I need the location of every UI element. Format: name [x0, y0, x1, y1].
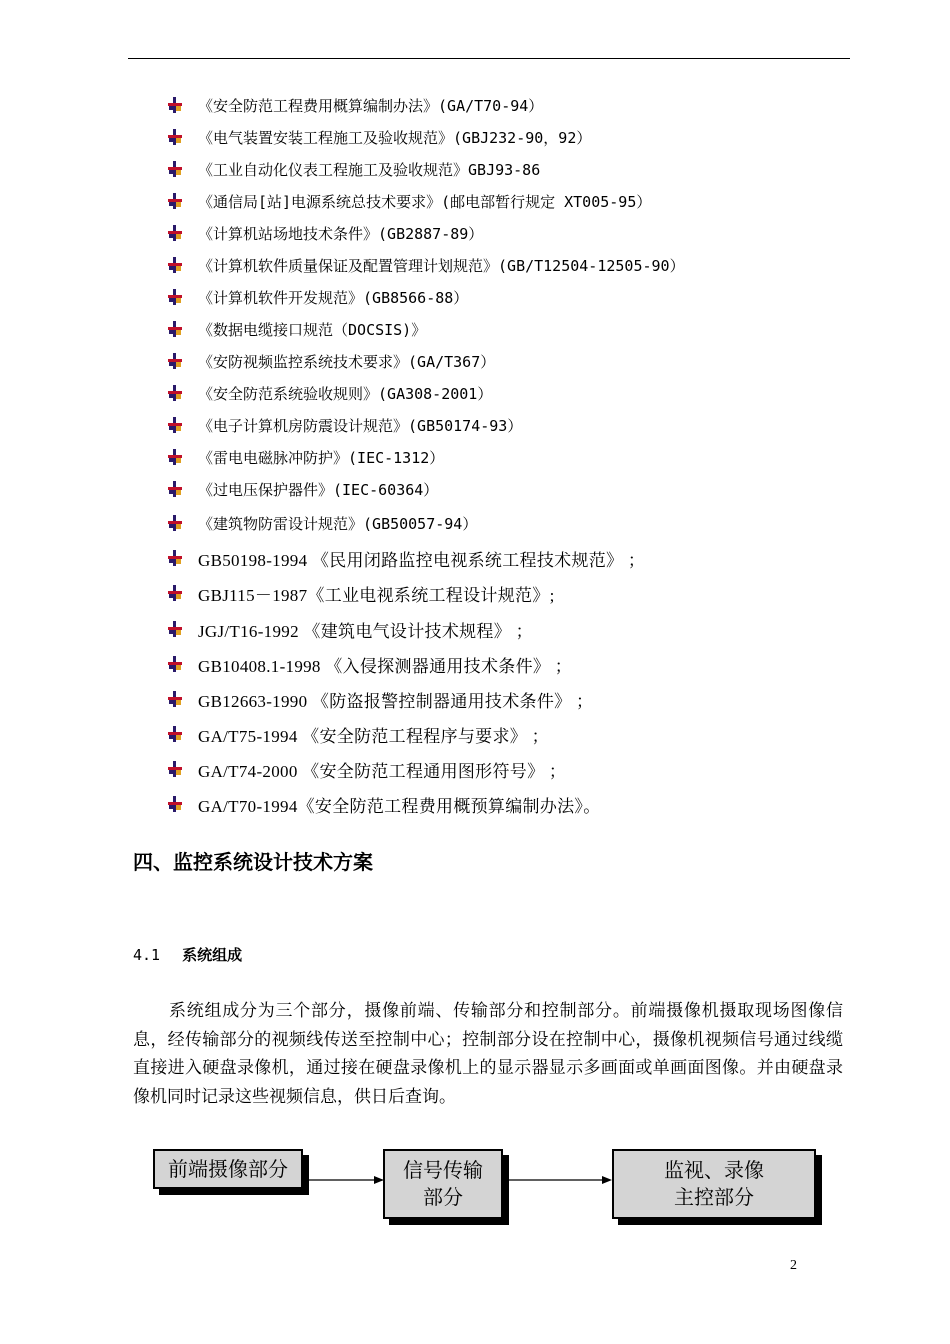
list-item: [166, 476, 438, 502]
list-item: [166, 348, 495, 374]
system-composition-paragraph: 系统组成分为三个部分，摄像前端、传输部分和控制部分。前端摄像机摄取现场图像信息，经传输部分的视频线传送至控制中心；控制部分设在控制中心，摄像机视频信号通过线缆直接进入硬盘录像机，通过接在硬盘录像机上的显示器显示多画面或单画面图像。并由硬盘录像机同时记录这些视频信息，供日后查询。: [133, 1001, 843, 1107]
list-item-text: GB12663-1990 《防盗报警控制器通用技术条件》 ；: [198, 691, 594, 711]
list-item-text: 《计算机软件开发规范》(GB8566-88）: [198, 288, 469, 307]
bullet-icon: [166, 128, 184, 146]
list-item-text: GA/T74-2000 《安全防范工程通用图形符号》 ；: [198, 761, 567, 781]
list-item: [166, 545, 645, 571]
bullet-icon: [166, 620, 184, 638]
bullet-icon: [166, 448, 184, 466]
bullet-icon: [166, 160, 184, 178]
list-item-text: 《安全防范系统验收规则》(GA308-2001）: [198, 384, 493, 403]
list-item: [166, 791, 601, 817]
arrow-2: [506, 1176, 612, 1184]
bullet-icon: [166, 760, 184, 778]
bullet-icon: [166, 795, 184, 813]
list-item: [166, 721, 549, 747]
list-item: [166, 380, 492, 406]
list-item-text: GA/T75-1994 《安全防范工程程序与要求》 ；: [198, 726, 549, 746]
list-item: [166, 510, 477, 536]
list-item-text: 《电气装置安装工程施工及验收规范》(GBJ232-90，92）: [198, 128, 592, 147]
signal-transmission-line1: 信号传输: [403, 1158, 483, 1182]
bullet-icon: [166, 288, 184, 306]
section-heading: 四、监控系统设计技术方案: [133, 850, 373, 874]
list-item: [166, 220, 483, 246]
list-item-text: GA/T70-1994《安全防范工程费用概预算编制办法》。: [198, 796, 601, 816]
front-camera-label: 前端摄像部分: [168, 1156, 288, 1181]
header-rule: [128, 58, 850, 59]
list-item-text: 《计算机站场地技术条件》(GB2887-89）: [198, 224, 484, 243]
list-item-text: 《通信局[站]电源系统总技术要求》(邮电部暂行规定 XT005-95）: [198, 192, 652, 211]
list-item: [166, 252, 685, 278]
list-item-text: 《安全防范工程费用概算编制办法》(GA/T70-94）: [198, 96, 544, 115]
list-item-text: 《计算机软件质量保证及配置管理计划规范》(GB/T12504-12505-90）: [198, 256, 685, 275]
list-item-text: JGJ/T16-1992 《建筑电气设计技术规程》 ；: [198, 621, 533, 641]
list-item: [166, 616, 533, 642]
bullet-icon: [166, 352, 184, 370]
list-item-text: 《数据电缆接口规范（DOCSIS)》: [198, 320, 427, 339]
list-item-text: GBJ115－1987《工业电视系统工程设计规范》;: [198, 585, 555, 605]
bullet-icon: [166, 416, 184, 434]
signal-transmission-line2: 部分: [423, 1185, 463, 1209]
list-item-text: 《过电压保护器件》(IEC-60364）: [198, 480, 439, 499]
list-item: [166, 686, 593, 712]
list-item: [166, 92, 543, 118]
list-item: [166, 188, 651, 214]
list-item-text: GB50198-1994 《民用闭路监控电视系统工程技术规范》 ；: [198, 550, 646, 570]
list-item: [166, 156, 540, 182]
list-item-text: GB10408.1-1998 《入侵探测器通用技术条件》 ；: [198, 656, 573, 676]
bullet-icon: [166, 514, 184, 532]
bullet-icon: [166, 584, 184, 602]
bullet-icon: [166, 96, 184, 114]
bullet-icon: [166, 690, 184, 708]
bullet-icon: [166, 384, 184, 402]
list-item: [166, 651, 572, 677]
page-number: 2: [790, 1258, 797, 1273]
signal-transmission-box: [383, 1149, 503, 1219]
list-item-text: 《电子计算机房防震设计规范》(GB50174-93）: [198, 416, 523, 435]
bullet-icon: [166, 256, 184, 274]
list-item: [166, 284, 468, 310]
list-item-text: 《建筑物防雷设计规范》(GB50057-94）: [198, 514, 478, 533]
subsection-title: 系统组成: [182, 946, 243, 964]
list-item: [166, 316, 426, 342]
bullet-icon: [166, 655, 184, 673]
list-item-text: 《工业自动化仪表工程施工及验收规范》GBJ93-86: [198, 160, 541, 179]
list-item: [166, 124, 591, 150]
list-item: [166, 580, 555, 606]
front-camera-box: [153, 1149, 303, 1189]
list-item: [166, 756, 566, 782]
bullet-icon: [166, 320, 184, 338]
subsection-heading: [133, 944, 242, 965]
main-control-line2: 主控部分: [674, 1185, 754, 1209]
bullet-icon: [166, 549, 184, 567]
subsection-number: 4.1: [133, 946, 161, 964]
arrow-1: [306, 1176, 384, 1184]
bullet-icon: [166, 725, 184, 743]
list-item-text: 《安防视频监控系统技术要求》(GA/T367）: [198, 352, 496, 371]
main-control-box: [612, 1149, 816, 1219]
main-control-line1: 监视、录像: [664, 1158, 764, 1182]
bullet-icon: [166, 480, 184, 498]
bullet-icon: [166, 224, 184, 242]
bullet-icon: [166, 192, 184, 210]
list-item: [166, 444, 444, 470]
list-item: [166, 412, 522, 438]
list-item-text: 《雷电电磁脉冲防护》(IEC-1312）: [198, 448, 445, 467]
